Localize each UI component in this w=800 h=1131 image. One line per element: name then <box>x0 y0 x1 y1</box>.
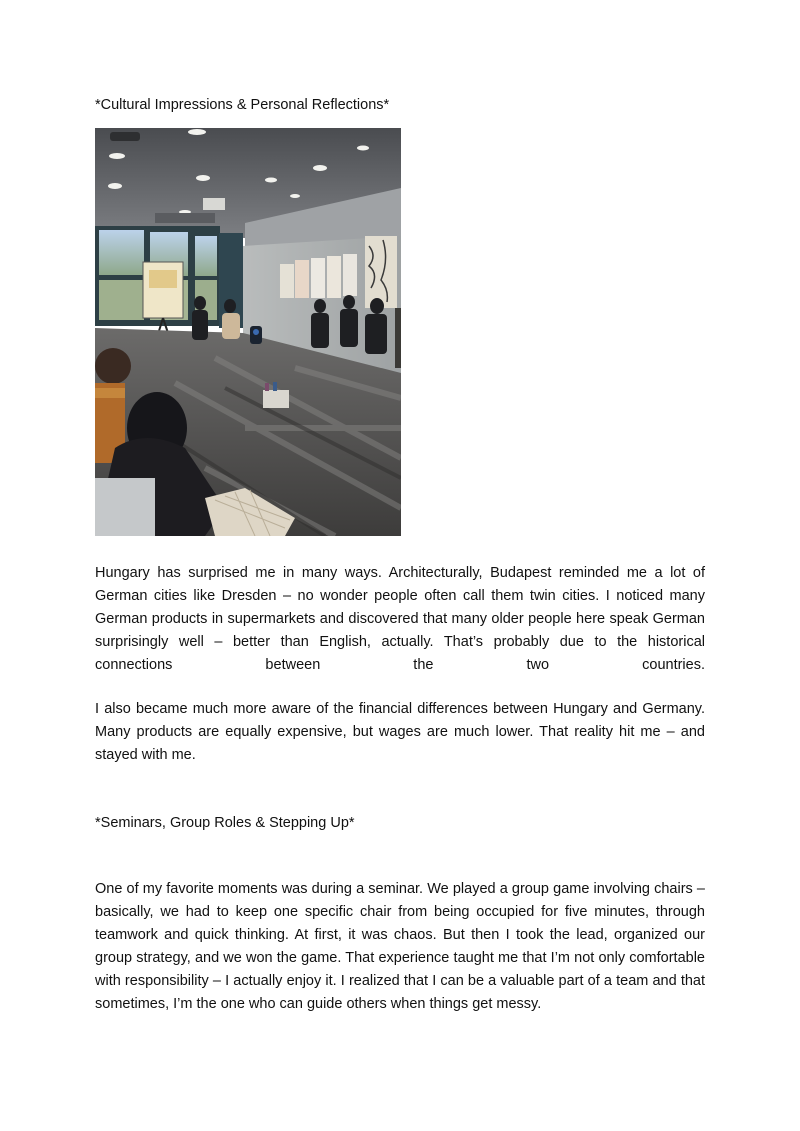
paragraph-cultural-impressions: Hungary has surprised me in many ways. Architecturally, Budapest reminded me a lot of German cities like Dresden – no wonder people often call them twin cities. I noticed many German products in supermarkets and discovered that many older people here speak German surprisingly well – better than English, actually. That’s probably due to the historical connections between the two countries. <box>95 565 705 673</box>
seminar-photo <box>95 128 401 536</box>
paragraph-financial-differences: I also became much more aware of the financial differences between Hungary and Germany. Many products are equally expensive, but wages are much lower. That reality hit me – and stayed with me. <box>95 701 705 763</box>
paragraph-seminar-game: One of my favorite moments was during a seminar. We played a group game involving chairs – basically, we had to keep one specific chair from being occupied for five minutes, through teamwork and quick thinking. At first, it was chaos. But then I took the lead, organized our group strategy, and we won the game. That experience taught me that I’m not only comfortable with responsibility – I actually enjoy it. I realized that I can be a valuable part of a team and that sometimes, I’m the one who can guide others when things get messy. <box>95 881 705 1012</box>
section-heading-cultural: *Cultural Impressions & Personal Reflections* <box>95 97 390 113</box>
section-heading-seminars: *Seminars, Group Roles & Stepping Up* <box>95 815 355 831</box>
